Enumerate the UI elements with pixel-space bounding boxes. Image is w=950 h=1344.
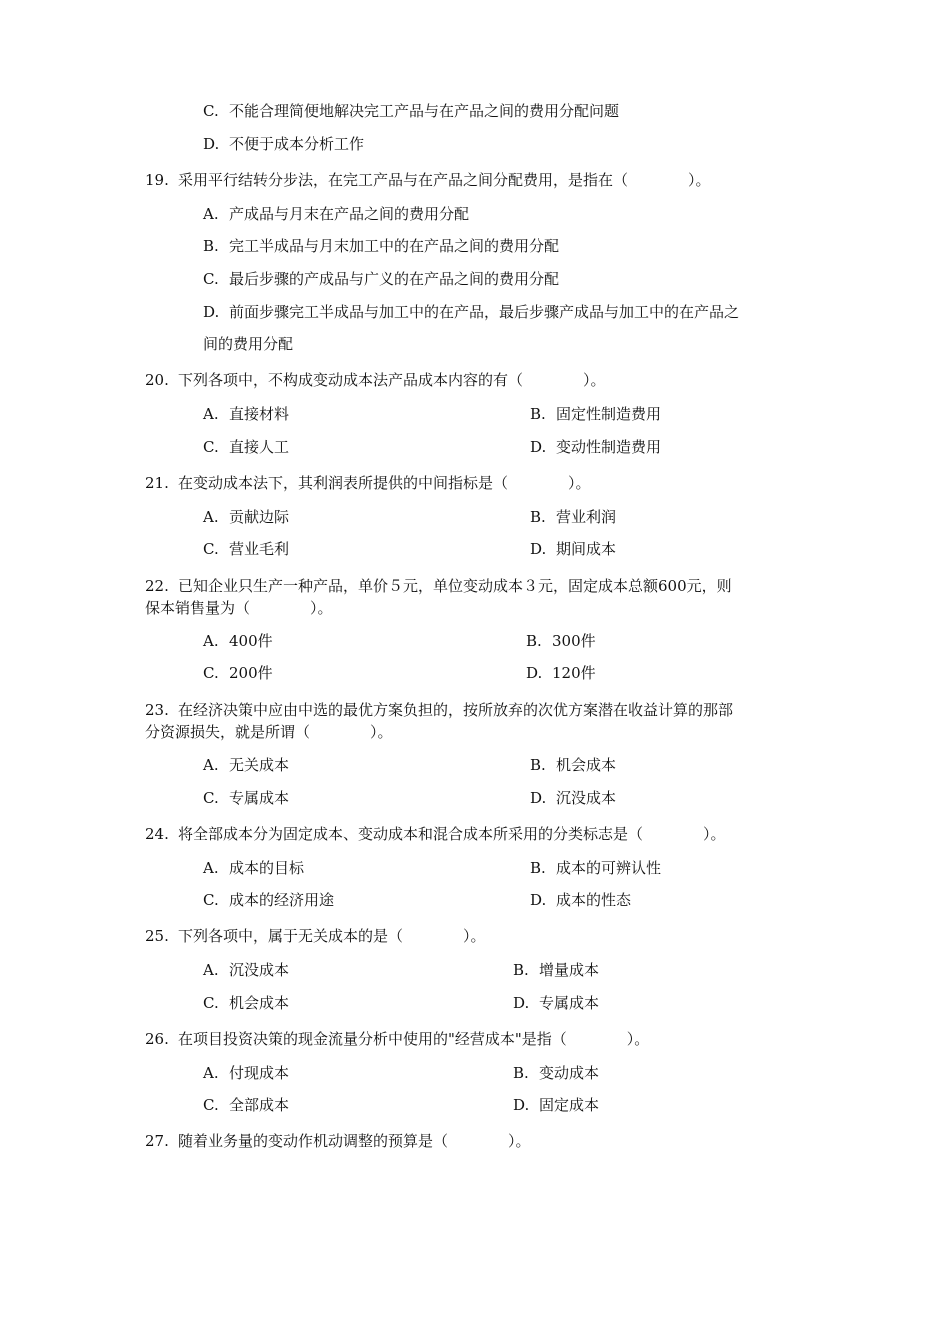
q21-option-c: C. 营业毛利	[203, 540, 290, 558]
q19-option-c: C. 最后步骤的产成品与广义的在产品之间的费用分配	[203, 270, 560, 288]
q20-option-d: D. 变动性制造费用	[530, 438, 662, 456]
q26-option-c: C. 全部成本	[203, 1096, 290, 1114]
q18-option-d: D. 不便于成本分析工作	[203, 135, 365, 153]
q24-option-c: C. 成本的经济用途	[203, 891, 335, 909]
q26-option-b: B. 变动成本	[513, 1064, 600, 1082]
q20-option-c: C. 直接人工	[203, 438, 290, 456]
q24-option-b: B. 成本的可辨认性	[530, 859, 662, 877]
q22-option-c: C. 200件	[203, 664, 273, 682]
q21-option-a: A. 贡献边际	[203, 508, 290, 526]
q21-option-b: B. 营业利润	[530, 508, 617, 526]
q23-stem-continued: 分资源损失，就是所谓（ ）。	[145, 723, 393, 741]
q19-option-d-continued: 间的费用分配	[203, 335, 294, 353]
q27-stem: 27. 随着业务量的变动作机动调整的预算是（ ）。	[145, 1132, 531, 1150]
q19-option-d: D. 前面步骤完工半成品与加工中的在产品，最后步骤产成品与加工中的在产品之	[203, 303, 740, 321]
q18-option-c: C. 不能合理简便地解决完工产品与在产品之间的费用分配问题	[203, 102, 620, 120]
q24-option-d: D. 成本的性态	[530, 891, 632, 909]
q26-stem: 26. 在项目投资决策的现金流量分析中使用的"经营成本"是指（ ）。	[145, 1030, 650, 1048]
q21-option-d: D. 期间成本	[530, 540, 617, 558]
q23-stem: 23. 在经济决策中应由中选的最优方案负担的，按所放弃的次优方案潜在收益计算的那部	[145, 701, 734, 719]
q20-stem: 20. 下列各项中，不构成变动成本法产品成本内容的有（ ）。	[145, 371, 606, 389]
q22-stem-continued: 保本销售量为（ ）。	[145, 599, 333, 617]
q22-option-b: B. 300件	[526, 632, 596, 650]
q25-option-a: A. 沉没成本	[203, 961, 290, 979]
q24-stem: 24. 将全部成本分为固定成本、变动成本和混合成本所采用的分类标志是（ ）。	[145, 825, 726, 843]
q26-option-a: A. 付现成本	[203, 1064, 290, 1082]
q23-option-a: A. 无关成本	[203, 756, 290, 774]
q25-option-d: D. 专属成本	[513, 994, 600, 1012]
q23-option-d: D. 沉没成本	[530, 789, 617, 807]
q25-stem: 25. 下列各项中，属于无关成本的是（ ）。	[145, 927, 486, 945]
q22-option-a: A. 400件	[203, 632, 273, 650]
q20-option-b: B. 固定性制造费用	[530, 405, 662, 423]
q19-option-b: B. 完工半成品与月末加工中的在产品之间的费用分配	[203, 237, 560, 255]
q24-option-a: A. 成本的目标	[203, 859, 305, 877]
q21-stem: 21. 在变动成本法下，其利润表所提供的中间指标是（ ）。	[145, 474, 591, 492]
q26-option-d: D. 固定成本	[513, 1096, 600, 1114]
q20-option-a: A. 直接材料	[203, 405, 290, 423]
q19-stem: 19. 采用平行结转分步法，在完工产品与在产品之间分配费用，是指在（ ）。	[145, 171, 711, 189]
q25-option-b: B. 增量成本	[513, 961, 600, 979]
q22-option-d: D. 120件	[526, 664, 596, 682]
q25-option-c: C. 机会成本	[203, 994, 290, 1012]
q23-option-c: C. 专属成本	[203, 789, 290, 807]
q22-stem: 22. 已知企业只生产一种产品，单价５元，单位变动成本３元，固定成本总额600元，则	[145, 577, 732, 595]
q23-option-b: B. 机会成本	[530, 756, 617, 774]
q19-option-a: A. 产成品与月末在产品之间的费用分配	[203, 205, 470, 223]
